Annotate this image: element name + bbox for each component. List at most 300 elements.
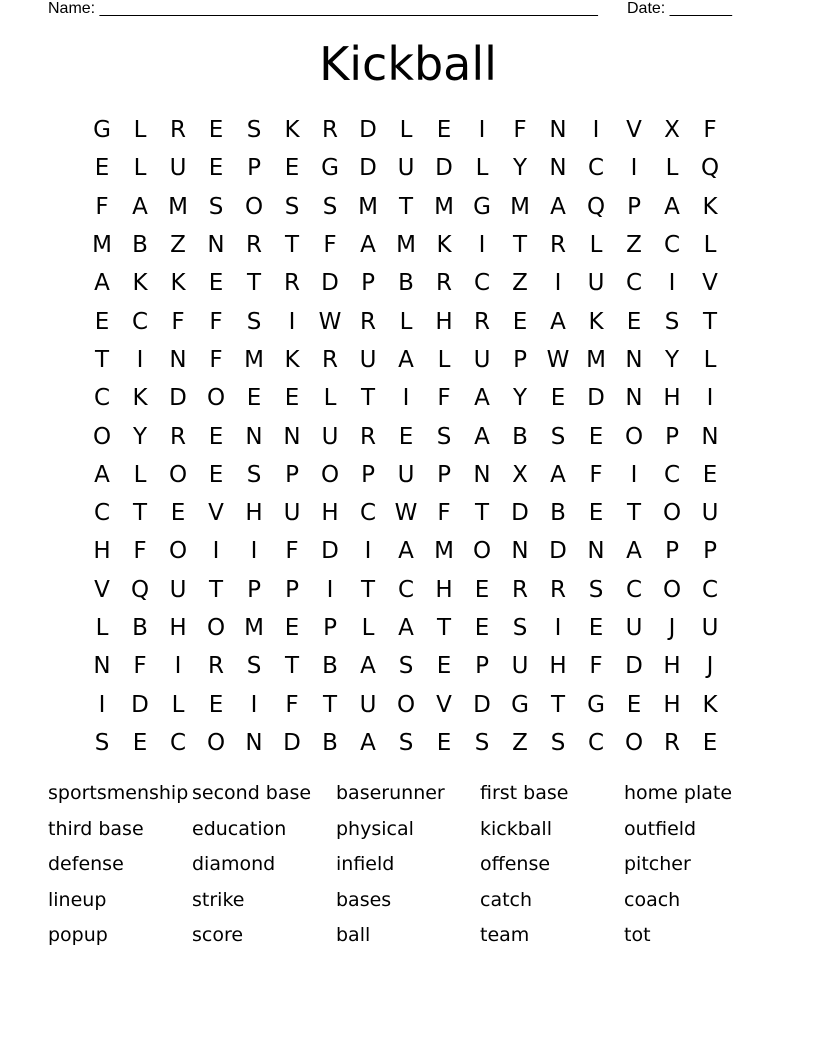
date-field-label: Date: _______ xyxy=(627,0,732,17)
grid-letter: U xyxy=(587,270,605,297)
grid-row xyxy=(83,724,729,762)
grid-letter: M xyxy=(244,346,264,373)
grid-letter: C xyxy=(397,576,415,603)
grid-letter: P xyxy=(703,538,717,565)
grid-letter: E xyxy=(284,155,300,182)
grid-letter: B xyxy=(322,729,338,756)
grid-letter: E xyxy=(94,155,110,182)
grid-row xyxy=(83,456,729,494)
grid-letter: E xyxy=(436,729,452,756)
grid-letter: K xyxy=(588,308,604,335)
grid-letter: O xyxy=(206,615,226,641)
grid-letter: A xyxy=(550,308,566,335)
grid-row xyxy=(83,111,729,149)
grid-letter: K xyxy=(436,232,452,259)
grid-letter: M xyxy=(434,193,454,220)
grid-letter: A xyxy=(360,232,376,259)
grid-letter: I xyxy=(478,232,486,259)
grid-letter: I xyxy=(478,117,486,144)
grid-letter: Q xyxy=(586,193,606,220)
grid-letter: P xyxy=(627,193,641,220)
grid-letter: U xyxy=(321,423,339,450)
grid-letter: A xyxy=(360,653,376,680)
grid-letter: L xyxy=(95,615,109,641)
grid-letter: U xyxy=(169,155,187,182)
grid-letter: I xyxy=(554,270,562,297)
grid-letter: N xyxy=(207,232,225,259)
grid-letter: O xyxy=(244,193,264,220)
grid-letter: S xyxy=(550,729,566,756)
grid-letter: N xyxy=(245,423,263,450)
grid-letter: G xyxy=(93,117,111,144)
grid-letter: M xyxy=(510,193,530,220)
grid-row xyxy=(83,188,729,226)
grid-letter: G xyxy=(321,155,339,182)
grid-letter: H xyxy=(435,308,453,335)
grid-letter: P xyxy=(285,461,299,488)
grid-letter: S xyxy=(474,729,490,756)
grid-letter: E xyxy=(284,385,300,412)
grid-letter: U xyxy=(625,615,643,641)
grid-row xyxy=(83,647,729,685)
grid-letter: N xyxy=(511,538,529,565)
grid-letter: R xyxy=(664,729,680,756)
grid-letter: M xyxy=(92,232,112,259)
grid-letter: P xyxy=(513,346,527,373)
grid-letter: I xyxy=(630,461,638,488)
word-search-grid xyxy=(83,111,729,762)
grid-letter: X xyxy=(664,117,680,144)
grid-letter: I xyxy=(592,117,600,144)
grid-letter: T xyxy=(322,691,338,718)
grid-letter: N xyxy=(283,423,301,450)
word-bank-item: strike xyxy=(192,888,245,911)
grid-letter: E xyxy=(208,117,224,144)
grid-letter: R xyxy=(170,423,186,450)
grid-letter: D xyxy=(435,155,453,182)
grid-letter: E xyxy=(208,270,224,297)
grid-letter: I xyxy=(326,576,334,603)
grid-letter: M xyxy=(396,232,416,259)
grid-letter: U xyxy=(169,576,187,603)
grid-letter: O xyxy=(662,500,682,527)
grid-letter: T xyxy=(702,308,718,335)
grid-letter: O xyxy=(92,423,112,450)
grid-letter: B xyxy=(132,615,148,641)
grid-letter: E xyxy=(246,385,262,412)
grid-letter: A xyxy=(474,385,490,412)
grid-letter: Z xyxy=(512,729,528,756)
grid-letter: E xyxy=(550,385,566,412)
word-bank-item: catch xyxy=(480,888,533,911)
grid-letter: Y xyxy=(512,155,528,182)
grid-letter: C xyxy=(663,461,681,488)
grid-letter: N xyxy=(587,538,605,565)
grid-letter: B xyxy=(512,423,528,450)
grid-letter: P xyxy=(361,270,375,297)
grid-letter: E xyxy=(208,691,224,718)
word-bank-item: score xyxy=(192,924,244,947)
grid-row xyxy=(83,379,729,417)
grid-letter: P xyxy=(665,423,679,450)
grid-letter: E xyxy=(208,155,224,182)
grid-letter: L xyxy=(703,346,717,373)
grid-letter: R xyxy=(550,576,566,603)
grid-letter: E xyxy=(588,500,604,527)
grid-letter: S xyxy=(588,576,604,603)
grid-letter: P xyxy=(323,615,337,641)
grid-letter: L xyxy=(171,691,185,718)
grid-letter: S xyxy=(246,461,262,488)
grid-letter: F xyxy=(323,232,337,259)
grid-letter: C xyxy=(359,500,377,527)
grid-letter: I xyxy=(174,653,182,680)
grid-letter: E xyxy=(132,729,148,756)
grid-letter: D xyxy=(549,538,567,565)
grid-letter: C xyxy=(473,270,491,297)
grid-letter: K xyxy=(284,117,300,144)
grid-letter: W xyxy=(394,500,418,527)
grid-letter: K xyxy=(132,385,148,412)
grid-letter: M xyxy=(168,193,188,220)
word-bank-item: physical xyxy=(336,817,414,840)
grid-letter: R xyxy=(322,117,338,144)
grid-letter: S xyxy=(550,423,566,450)
grid-letter: S xyxy=(436,423,452,450)
grid-letter: V xyxy=(702,270,718,297)
grid-letter: L xyxy=(399,117,413,144)
grid-letter: Z xyxy=(170,232,186,259)
grid-letter: E xyxy=(474,576,490,603)
grid-letter: A xyxy=(664,193,680,220)
grid-letter: I xyxy=(364,538,372,565)
grid-letter: O xyxy=(624,729,644,756)
grid-letter: F xyxy=(285,538,299,565)
grid-letter: C xyxy=(587,729,605,756)
grid-letter: B xyxy=(322,653,338,680)
grid-letter: F xyxy=(285,691,299,718)
grid-letter: F xyxy=(209,308,223,335)
word-bank-item: education xyxy=(192,817,287,840)
grid-letter: D xyxy=(321,270,339,297)
grid-letter: P xyxy=(665,538,679,565)
grid-letter: T xyxy=(626,500,642,527)
grid-letter: Z xyxy=(512,270,528,297)
grid-letter: I xyxy=(136,346,144,373)
grid-letter: R xyxy=(360,423,376,450)
grid-letter: E xyxy=(170,500,186,527)
grid-letter: S xyxy=(664,308,680,335)
grid-letter: D xyxy=(511,500,529,527)
grid-letter: K xyxy=(284,346,300,373)
grid-letter: C xyxy=(587,155,605,182)
grid-letter: D xyxy=(131,691,149,718)
grid-letter: H xyxy=(663,691,681,718)
grid-letter: H xyxy=(321,500,339,527)
grid-letter: H xyxy=(435,576,453,603)
page-title: Kickball xyxy=(319,37,497,91)
grid-letter: S xyxy=(512,615,528,641)
grid-letter: U xyxy=(473,346,491,373)
grid-letter: R xyxy=(474,308,490,335)
grid-letter: N xyxy=(169,346,187,373)
grid-letter: Z xyxy=(626,232,642,259)
grid-letter: E xyxy=(284,615,300,641)
grid-letter: M xyxy=(244,615,264,641)
grid-letter: R xyxy=(512,576,528,603)
grid-letter: O xyxy=(168,538,188,565)
grid-letter: U xyxy=(701,615,719,641)
grid-letter: P xyxy=(247,576,261,603)
grid-letter: U xyxy=(511,653,529,680)
grid-letter: S xyxy=(246,308,262,335)
grid-letter: H xyxy=(169,615,187,641)
grid-letter: P xyxy=(437,461,451,488)
word-bank xyxy=(48,778,768,956)
grid-letter: E xyxy=(588,615,604,641)
word-bank-item: lineup xyxy=(48,888,107,911)
grid-letter: I xyxy=(212,538,220,565)
grid-letter: K xyxy=(170,270,186,297)
word-bank-item: baserunner xyxy=(336,782,445,804)
grid-row xyxy=(83,264,729,302)
word-bank-item: bases xyxy=(336,888,392,911)
grid-letter: U xyxy=(397,155,415,182)
grid-letter: V xyxy=(94,576,110,603)
grid-letter: D xyxy=(473,691,491,718)
grid-letter: A xyxy=(398,615,414,641)
grid-letter: F xyxy=(513,117,527,144)
grid-letter: I xyxy=(402,385,410,412)
grid-letter: R xyxy=(322,346,338,373)
grid-letter: G xyxy=(587,691,605,718)
grid-letter: Y xyxy=(132,423,148,450)
grid-letter: A xyxy=(626,538,642,565)
grid-letter: T xyxy=(132,500,148,527)
grid-letter: U xyxy=(359,691,377,718)
grid-letter: R xyxy=(208,653,224,680)
grid-letter: D xyxy=(587,385,605,412)
grid-letter: O xyxy=(662,576,682,603)
grid-letter: T xyxy=(246,270,262,297)
grid-letter: S xyxy=(246,117,262,144)
grid-letter: E xyxy=(436,653,452,680)
grid-letter: W xyxy=(546,346,570,373)
grid-letter: C xyxy=(625,576,643,603)
grid-letter: E xyxy=(208,461,224,488)
grid-letter: F xyxy=(589,653,603,680)
grid-letter: C xyxy=(625,270,643,297)
grid-letter: A xyxy=(550,193,566,220)
grid-letter: H xyxy=(549,653,567,680)
grid-letter: E xyxy=(512,308,528,335)
grid-letter: U xyxy=(359,346,377,373)
word-bank-item: kickball xyxy=(480,817,552,840)
grid-letter: N xyxy=(549,155,567,182)
grid-row xyxy=(83,302,729,340)
grid-letter: E xyxy=(702,461,718,488)
grid-letter: O xyxy=(206,729,226,756)
grid-letter: E xyxy=(588,423,604,450)
grid-letter: S xyxy=(284,193,300,220)
grid-letter: L xyxy=(323,385,337,412)
word-bank-item: first base xyxy=(480,782,569,804)
grid-letter: R xyxy=(284,270,300,297)
grid-letter: L xyxy=(361,615,375,641)
grid-letter: L xyxy=(475,155,489,182)
grid-letter: C xyxy=(701,576,719,603)
grid-letter: I xyxy=(250,691,258,718)
grid-letter: S xyxy=(398,653,414,680)
grid-letter: G xyxy=(473,193,491,220)
grid-letter: O xyxy=(206,385,226,412)
grid-letter: I xyxy=(250,538,258,565)
grid-letter: M xyxy=(358,193,378,220)
grid-letter: M xyxy=(586,346,606,373)
grid-letter: T xyxy=(550,691,566,718)
grid-letter: K xyxy=(702,193,718,220)
grid-letter: F xyxy=(589,461,603,488)
grid-letter: F xyxy=(209,346,223,373)
word-bank-item: home plate xyxy=(624,782,733,804)
grid-letter: P xyxy=(247,155,261,182)
grid-letter: C xyxy=(93,500,111,527)
grid-letter: F xyxy=(95,193,109,220)
grid-letter: L xyxy=(703,232,717,259)
name-field-label: Name: ________________________________________________________ xyxy=(48,0,598,17)
grid-letter: R xyxy=(170,117,186,144)
grid-letter: R xyxy=(550,232,566,259)
grid-letter: V xyxy=(208,500,224,527)
grid-letter: P xyxy=(475,653,489,680)
grid-row xyxy=(83,149,729,187)
grid-letter: I xyxy=(630,155,638,182)
grid-letter: D xyxy=(169,385,187,412)
grid-letter: E xyxy=(626,691,642,718)
grid-letter: J xyxy=(706,653,714,680)
grid-letter: N xyxy=(625,385,643,412)
grid-row xyxy=(83,417,729,455)
grid-letter: L xyxy=(133,117,147,144)
grid-letter: A xyxy=(132,193,148,220)
grid-letter: S xyxy=(246,653,262,680)
grid-letter: U xyxy=(397,461,415,488)
grid-letter: T xyxy=(512,232,528,259)
grid-letter: K xyxy=(702,691,718,718)
grid-letter: A xyxy=(94,461,110,488)
grid-letter: A xyxy=(94,270,110,297)
grid-letter: L xyxy=(589,232,603,259)
grid-letter: S xyxy=(208,193,224,220)
grid-letter: F xyxy=(133,653,147,680)
grid-letter: F xyxy=(437,385,451,412)
grid-letter: B xyxy=(398,270,414,297)
grid-letter: N xyxy=(93,653,111,680)
grid-letter: H xyxy=(663,653,681,680)
grid-letter: T xyxy=(360,385,376,412)
grid-letter: F xyxy=(437,500,451,527)
grid-letter: T xyxy=(284,653,300,680)
grid-letter: L xyxy=(437,346,451,373)
grid-letter: Q xyxy=(700,155,720,182)
grid-letter: E xyxy=(702,729,718,756)
grid-letter: O xyxy=(168,461,188,488)
grid-letter: W xyxy=(318,308,342,335)
grid-letter: R xyxy=(436,270,452,297)
grid-letter: C xyxy=(169,729,187,756)
grid-letter: T xyxy=(208,576,224,603)
grid-letter: N xyxy=(473,461,491,488)
grid-row xyxy=(83,532,729,570)
grid-letter: E xyxy=(474,615,490,641)
grid-letter: I xyxy=(554,615,562,641)
grid-letter: T xyxy=(398,193,414,220)
grid-letter: V xyxy=(436,691,452,718)
grid-letter: S xyxy=(398,729,414,756)
grid-letter: O xyxy=(396,691,416,718)
grid-letter: L xyxy=(133,461,147,488)
grid-letter: B xyxy=(550,500,566,527)
grid-letter: I xyxy=(668,270,676,297)
grid-letter: T xyxy=(360,576,376,603)
grid-letter: L xyxy=(133,155,147,182)
grid-letter: U xyxy=(701,500,719,527)
grid-letter: D xyxy=(321,538,339,565)
grid-letter: A xyxy=(360,729,376,756)
grid-letter: I xyxy=(706,385,714,412)
word-bank-item: coach xyxy=(624,888,681,911)
word-bank-item: ball xyxy=(336,924,371,947)
grid-letter: E xyxy=(208,423,224,450)
grid-letter: P xyxy=(361,461,375,488)
grid-letter: X xyxy=(512,461,528,488)
grid-letter: T xyxy=(94,346,110,373)
grid-letter: M xyxy=(434,538,454,565)
grid-letter: V xyxy=(626,117,642,144)
grid-letter: N xyxy=(701,423,719,450)
grid-letter: E xyxy=(398,423,414,450)
word-bank-item: pitcher xyxy=(624,853,691,876)
grid-letter: L xyxy=(399,308,413,335)
word-bank-item: third base xyxy=(48,817,144,840)
grid-letter: H xyxy=(93,538,111,565)
grid-row xyxy=(83,494,729,532)
grid-letter: G xyxy=(511,691,529,718)
grid-letter: P xyxy=(285,576,299,603)
grid-letter: F xyxy=(133,538,147,565)
grid-letter: A xyxy=(474,423,490,450)
grid-letter: U xyxy=(283,500,301,527)
grid-letter: A xyxy=(398,538,414,565)
grid-letter: R xyxy=(246,232,262,259)
grid-letter: O xyxy=(472,538,492,565)
grid-letter: E xyxy=(436,117,452,144)
grid-letter: B xyxy=(132,232,148,259)
grid-letter: D xyxy=(359,117,377,144)
grid-letter: S xyxy=(94,729,110,756)
word-bank-item: second base xyxy=(192,782,312,804)
grid-letter: E xyxy=(626,308,642,335)
grid-letter: N xyxy=(245,729,263,756)
word-bank-item: diamond xyxy=(192,853,276,876)
grid-letter: Y xyxy=(512,385,528,412)
grid-row xyxy=(83,341,729,379)
grid-letter: T xyxy=(474,500,490,527)
grid-letter: F xyxy=(703,117,717,144)
grid-letter: N xyxy=(549,117,567,144)
grid-letter: D xyxy=(359,155,377,182)
grid-letter: C xyxy=(663,232,681,259)
